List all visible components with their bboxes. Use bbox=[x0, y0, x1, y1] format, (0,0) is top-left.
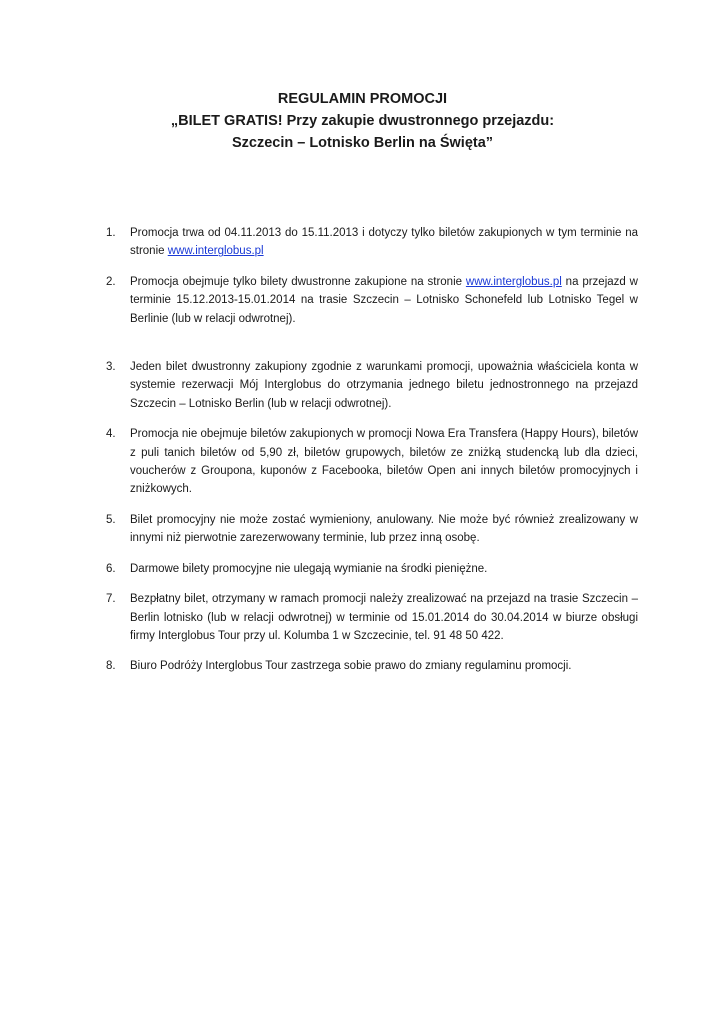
rule-item-1 bbox=[106, 224, 638, 261]
website-link[interactable]: www.interglobus.pl bbox=[167, 245, 264, 258]
rule-number: 2. bbox=[106, 275, 116, 288]
rule-text-continued: na przejazd w terminie 15.12.2013-15.01.2014 na trasie Szczecin – Lotnisko Schonefeld lub Lotnisko Tegel w Berlinie (lub w relacji odwrotnej). bbox=[130, 275, 638, 325]
rule-text: Jeden bilet dwustronny zakupiony zgodnie z warunkami promocji, upoważnia właściciela konta w systemie rezerwacji Mój Interglobus do otrzymania jednego biletu jednostronnego na przejazd Szczecin – Lotnisko Berlin (lub w relacji odwrotnej). bbox=[130, 361, 638, 410]
rule-text: Promocja nie obejmuje biletów zakupionych w promocji Nowa Era Transfera (Happy Hours), biletów z puli tanich biletów od 5,90 zł, biletów grupowych, biletów ze zniżką studencką lub dla dzieci, voucherów z Groupona, kuponów z Facebooka, biletów Open ani innych biletów promocyjnych i zniżkowych. bbox=[130, 428, 638, 496]
rule-item-2 bbox=[106, 273, 638, 328]
rule-number: 4. bbox=[106, 428, 116, 441]
rule-number: 8. bbox=[106, 660, 116, 673]
title-line-2: „BILET GRATIS! Przy zakupie dwustronnego przejazdu: bbox=[170, 113, 555, 129]
rule-number: 3. bbox=[106, 361, 116, 374]
rule-text: Promocja obejmuje tylko bilety dwustronne zakupione na stronie bbox=[130, 275, 466, 288]
rule-item-8 bbox=[106, 657, 638, 675]
rule-text: Bezpłatny bilet, otrzymany w ramach promocji należy zrealizować na przejazd na trasie Szczecin – Berlin lotnisko (lub w relacji odwrotnej) w terminie od 15.01.2014 do 30.04.2014 w biurze obsługi firmy Interglobus Tour przy ul. Kolumba 1 w Szczecinie, tel. 91 48 50 422. bbox=[130, 593, 638, 642]
document-title bbox=[0, 88, 725, 154]
rule-item-4 bbox=[106, 425, 638, 499]
rule-item-3 bbox=[106, 358, 638, 413]
title-line-3: Szczecin – Lotnisko Berlin na Święta” bbox=[231, 135, 494, 151]
rule-item-5 bbox=[106, 511, 638, 548]
rule-number: 7. bbox=[106, 593, 116, 606]
rule-number: 5. bbox=[106, 513, 116, 526]
website-link[interactable]: www.interglobus.pl bbox=[465, 275, 562, 288]
rule-text: Darmowe bilety promocyjne nie ulegają wymianie na środki pieniężne. bbox=[130, 562, 488, 575]
rules-list bbox=[106, 224, 638, 676]
rule-number: 1. bbox=[106, 227, 116, 239]
rule-item-6 bbox=[106, 560, 638, 578]
rule-text: Bilet promocyjny nie może zostać wymieniony, anulowany. Nie może być również zrealizowany w innymi niż pierwotnie zarezerwowany terminie, lub przez inną osobę. bbox=[130, 513, 638, 545]
rule-item-7 bbox=[106, 590, 638, 645]
title-line-1: REGULAMIN PROMOCJI bbox=[277, 91, 448, 107]
rule-text: Promocja trwa od 04.11.2013 do 15.11.2013 i dotyczy tylko biletów zakupionych w tym terminie na stronie bbox=[130, 227, 638, 258]
rule-number: 6. bbox=[106, 562, 116, 575]
rule-text: Biuro Podróży Interglobus Tour zastrzega sobie prawo do zmiany regulaminu promocji. bbox=[130, 660, 572, 673]
